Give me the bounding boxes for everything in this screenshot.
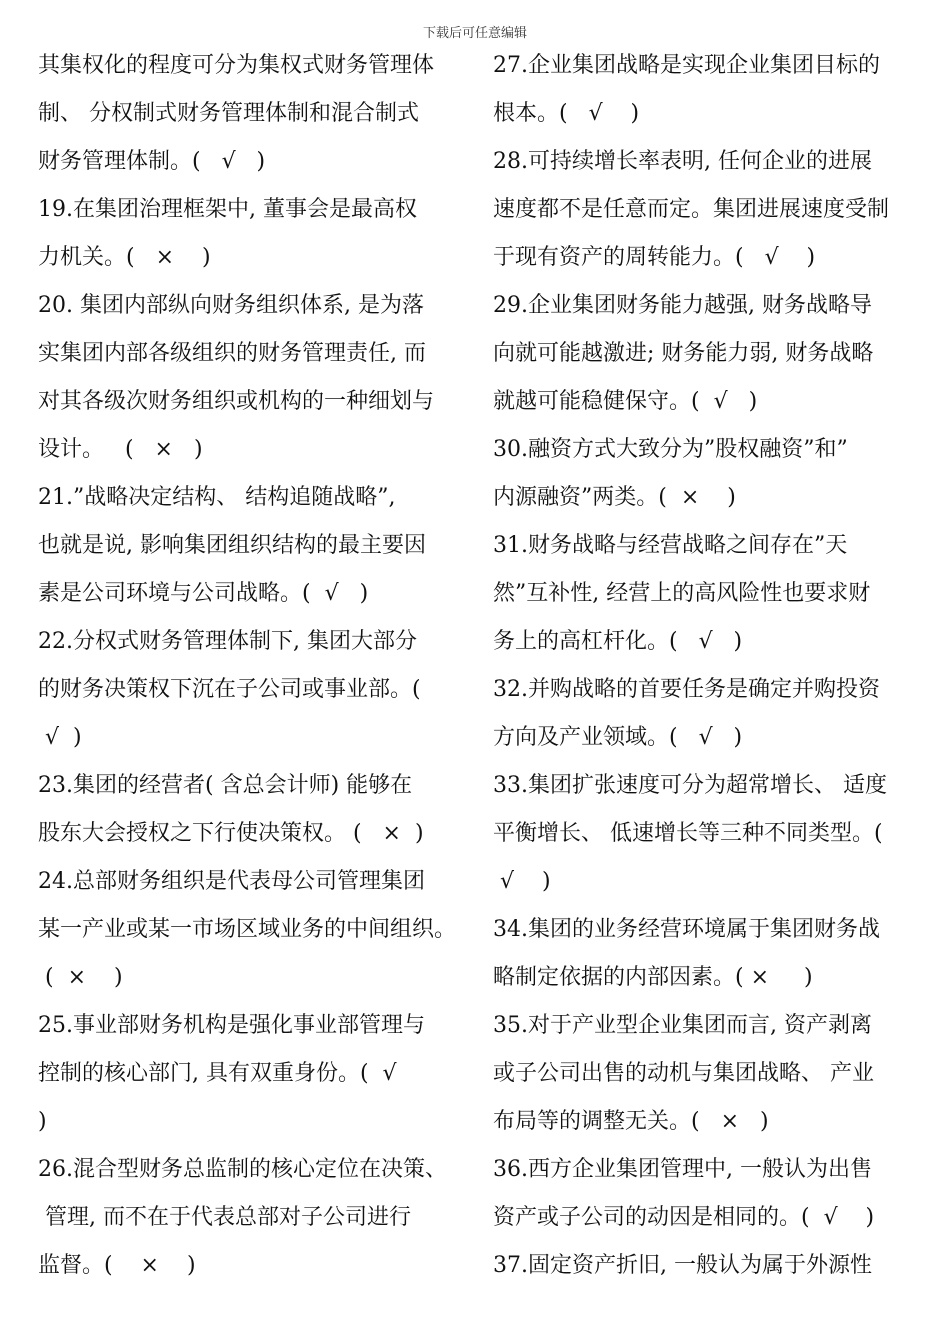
text-line: √ ) bbox=[38, 725, 82, 750]
text-line: 22.分权式财务管理体制下, 集团大部分 bbox=[38, 629, 417, 654]
text-line: 略制定依据的内部因素。( × ) bbox=[493, 965, 813, 990]
left-column bbox=[38, 42, 478, 1290]
text-line: 35.对于产业型企业集团而言, 资产剥离 bbox=[493, 1013, 872, 1038]
text-line: 23.集团的经营者( 含总会计师) 能够在 bbox=[38, 773, 413, 798]
text-line: 24.总部财务组织是代表母公司管理集团 bbox=[38, 869, 425, 894]
text-line: 布局等的调整无关。( × ) bbox=[493, 1109, 769, 1134]
text-line: 20. 集团内部纵向财务组织体系, 是为落 bbox=[38, 293, 424, 318]
text-line: 34.集团的业务经营环境属于集团财务战 bbox=[493, 917, 880, 942]
text-line: 25.事业部财务机构是强化事业部管理与 bbox=[38, 1013, 425, 1038]
text-line: 某一产业或某一市场区域业务的中间组织。 bbox=[38, 917, 457, 942]
text-line: 21.”战略决定结构、 结构追随战略”, bbox=[38, 485, 396, 510]
text-line: 监督。( × ) bbox=[38, 1253, 196, 1278]
text-line: √ ) bbox=[493, 869, 551, 894]
text-line: ) bbox=[38, 1109, 47, 1134]
text-line: 向就可能越激进; 财务能力弱, 财务战略 bbox=[493, 341, 874, 366]
text-line: 设计。 ( × ) bbox=[38, 437, 203, 462]
text-line: 控制的核心部门, 具有双重身份。( √ bbox=[38, 1061, 397, 1086]
text-line: ( × ) bbox=[38, 965, 123, 990]
text-line: 27.企业集团战略是实现企业集团目标的 bbox=[493, 53, 880, 78]
text-line: 于现有资产的周转能力。( √ ) bbox=[493, 245, 816, 270]
text-line: 36.西方企业集团管理中, 一般认为出售 bbox=[493, 1157, 872, 1182]
text-line: 或子公司出售的动机与集团战略、 产业 bbox=[493, 1061, 874, 1086]
text-line: 力机关。( × ) bbox=[38, 245, 211, 270]
text-line: 制、 分权制式财务管理体制和混合制式 bbox=[38, 101, 419, 126]
text-line: 内源融资”两类。( × ) bbox=[493, 485, 736, 510]
text-line: 30.融资方式大致分为”股权融资”和” bbox=[493, 437, 848, 462]
text-line: 平衡增长、 低速增长等三种不同类型。( bbox=[493, 821, 883, 846]
text-line: 速度都不是任意而定。集团进展速度受制 bbox=[493, 197, 890, 222]
text-line: 29.企业集团财务能力越强, 财务战略导 bbox=[493, 293, 872, 318]
text-line: 33.集团扩张速度可分为超常增长、 适度 bbox=[493, 773, 887, 798]
text-line: 管理, 而不在于代表总部对子公司进行 bbox=[38, 1205, 411, 1230]
text-line: 的财务决策权下沉在子公司或事业部。( bbox=[38, 677, 421, 702]
text-line: 对其各级次财务组织或机构的一种细划与 bbox=[38, 389, 435, 414]
text-line: 资产或子公司的动因是相同的。( √ ) bbox=[493, 1205, 875, 1230]
text-line: 37.固定资产折旧, 一般认为属于外源性 bbox=[493, 1253, 872, 1278]
right-column bbox=[493, 42, 918, 1290]
text-line: 方向及产业领域。( √ ) bbox=[493, 725, 743, 750]
text-line: 19.在集团治理框架中, 董事会是最高权 bbox=[38, 197, 417, 222]
text-line: 其集权化的程度可分为集权式财务管理体 bbox=[38, 53, 435, 78]
text-line: 31.财务战略与经营战略之间存在”天 bbox=[493, 533, 848, 558]
text-line: 务上的高杠杆化。( √ ) bbox=[493, 629, 743, 654]
text-line: 32.并购战略的首要任务是确定并购投资 bbox=[493, 677, 880, 702]
text-line: 实集团内部各级组织的财务管理责任, 而 bbox=[38, 341, 426, 366]
page-header: 下载后可任意编辑 bbox=[422, 26, 527, 41]
text-line: 也就是说, 影响集团组织结构的最主要因 bbox=[38, 533, 426, 558]
text-line: 就越可能稳健保守。( √ ) bbox=[493, 389, 758, 414]
text-line: 股东大会授权之下行使决策权。 ( × ) bbox=[38, 821, 424, 846]
text-line: 根本。( √ ) bbox=[493, 101, 640, 126]
text-line: 26.混合型财务总监制的核心定位在决策、 bbox=[38, 1157, 447, 1182]
text-line: 财务管理体制。( √ ) bbox=[38, 149, 266, 174]
text-line: 素是公司环境与公司战略。( √ ) bbox=[38, 581, 369, 606]
text-line: 然”互补性, 经营上的高风险性也要求财 bbox=[493, 581, 871, 606]
text-line: 28.可持续增长率表明, 任何企业的进展 bbox=[493, 149, 872, 174]
